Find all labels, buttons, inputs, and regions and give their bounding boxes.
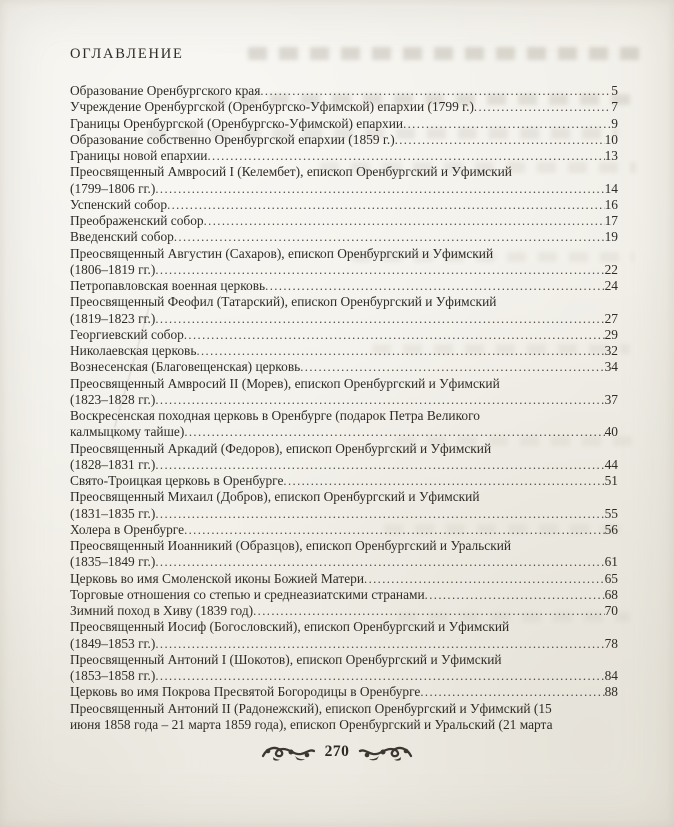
dot-leader [184, 424, 604, 440]
toc-page-number: 29 [604, 326, 618, 342]
toc-entry-title: Границы новой епархии [70, 148, 208, 163]
toc-page-number: 13 [604, 148, 618, 163]
toc-entry-title: (1831–1835 гг.) [70, 505, 156, 521]
toc-entry-line [70, 359, 618, 375]
toc-entry-line [70, 668, 618, 684]
toc-page-number: 7 [611, 99, 618, 115]
toc-entry-title: Холера в Оренбурге [70, 521, 185, 537]
toc-page-number: 44 [604, 456, 618, 472]
toc-entry-line: Преосвященный Антоний II (Радонежский), епископ Оренбургский и Уфимский (15 [70, 700, 552, 716]
toc-page-number: 70 [604, 603, 618, 618]
dot-leader [184, 327, 605, 343]
toc-entry-title: (1823–1828 гг.) [70, 391, 156, 407]
toc-entry-line [70, 587, 618, 603]
toc-entry [70, 359, 618, 375]
toc-entry-title: Церковь во имя Смоленской иконы Божией Матери [70, 570, 365, 586]
toc-entry-line [70, 148, 618, 164]
toc-entry-line [70, 684, 618, 700]
toc-entry-line [70, 181, 618, 197]
dot-leader [253, 603, 604, 619]
toc-entry [70, 116, 618, 132]
toc-page-number: 56 [604, 521, 618, 537]
dot-leader [184, 522, 605, 538]
toc-page-number: 65 [604, 570, 618, 586]
toc-entry-line [70, 262, 618, 278]
toc-entry-line [70, 99, 618, 115]
toc-page-number: 40 [604, 424, 618, 440]
toc-entry-title: (1819–1823 гг.) [70, 310, 156, 326]
toc-entry [70, 587, 618, 603]
dot-leader [420, 684, 604, 700]
toc-entry-line [70, 213, 618, 229]
toc-entry-line [70, 83, 618, 99]
dot-leader [260, 83, 611, 99]
toc-page-number: 5 [611, 83, 618, 98]
toc-entry [70, 701, 618, 734]
toc-page-number: 27 [604, 310, 618, 326]
toc-entry-line [70, 229, 618, 245]
floral-ornament-icon [261, 743, 317, 761]
dot-leader [155, 506, 604, 522]
page-content [70, 46, 618, 733]
toc-entry-line: Преосвященный Августин (Сахаров), епископ Оренбургский и Уфимский [70, 245, 494, 261]
page-footer [0, 743, 674, 761]
toc-entry-title: (1835–1849 гг.) [70, 554, 156, 570]
toc-entry-line [70, 603, 618, 619]
toc-entry-title: (1828–1831 гг.) [70, 456, 156, 472]
toc-entry-line [70, 473, 618, 489]
toc-entry-title: Успенский собор [70, 196, 168, 212]
dot-leader [395, 132, 605, 148]
toc-page-number: 9 [611, 115, 618, 131]
dot-leader [155, 457, 604, 473]
toc-entry-title: Георгиевский собор [70, 326, 184, 342]
toc-entry-line: Преосвященный Амвросий II (Морев), епископ Оренбургский и Уфимский [70, 375, 500, 391]
dot-leader [300, 359, 604, 375]
toc-entry-line [70, 197, 618, 213]
toc-entry-line [70, 327, 618, 343]
page-title: ОГЛАВЛЕНИЕ [70, 46, 184, 62]
toc-entry [70, 343, 618, 359]
toc-entry [70, 278, 618, 294]
dot-leader [474, 99, 611, 115]
dot-leader [425, 587, 605, 603]
toc-entry-line: Воскресенская походная церковь в Оренбурге (подарок Петра Великого [70, 408, 480, 423]
toc-entry [70, 619, 618, 652]
toc-entry-line: Преосвященный Иоанникий (Образцов), епископ Оренбургский и Уральский [70, 538, 512, 553]
toc-page-number: 19 [604, 229, 618, 245]
dot-leader [364, 571, 605, 587]
toc-entry-line: Преосвященный Амвросий I (Келембет), епископ Оренбургский и Уфимский [70, 164, 512, 180]
toc-entry-title: Образование собственно Оренбургской епархии (1859 г.) [70, 131, 395, 147]
toc-entry-title: Учреждение Оренбургской (Оренбургско-Уфимской) епархии (1799 г.) [70, 99, 474, 115]
toc-entry-title: Вознесенская (Благовещенская) церковь [70, 359, 301, 375]
toc-entry-line [70, 311, 618, 327]
toc-page-number: 24 [604, 278, 618, 293]
toc-entry-title: Преображенский собор [70, 213, 204, 228]
toc-page-number: 68 [604, 586, 618, 602]
toc-page-number: 14 [604, 180, 618, 196]
toc-page-number: 22 [604, 261, 618, 277]
dot-leader [155, 181, 604, 197]
toc-entry-line: Преосвященный Иосиф (Богословский), епископ Оренбургский и Уфимский [70, 619, 510, 635]
dot-leader [207, 148, 604, 164]
toc-entry [70, 99, 618, 115]
toc-entry [70, 148, 618, 164]
toc-entry [70, 229, 618, 245]
dot-leader [174, 229, 605, 245]
toc-entry-title: калмыцкому тайше) [70, 424, 185, 440]
folio-page-number: 270 [324, 743, 350, 760]
toc-page-number: 34 [604, 359, 618, 375]
toc-entry [70, 132, 618, 148]
toc-entry [70, 213, 618, 229]
toc-entry-title: Петропавловская военная церковь [70, 278, 266, 293]
toc-entry-title: (1799–1806 гг.) [70, 180, 156, 196]
toc-entry-title: (1849–1853 гг.) [70, 635, 156, 651]
toc-entry-title: Торговые отношения со степью и среднеазиатскими странами [70, 586, 425, 602]
dot-leader [403, 116, 611, 132]
toc-page-number: 78 [604, 635, 618, 651]
dot-leader [155, 636, 604, 652]
toc-entry [70, 571, 618, 587]
dot-leader [204, 213, 605, 229]
toc-page-number: 55 [604, 505, 618, 521]
toc-entry-title: Николаевская церковь [70, 343, 197, 358]
toc-page-number: 17 [604, 213, 618, 228]
toc-entry [70, 376, 618, 409]
toc-entry [70, 538, 618, 571]
toc-entry-line: Преосвященный Михаил (Добров), епископ Оренбургский и Уфимский [70, 489, 480, 505]
toc-entry-line [70, 424, 618, 440]
toc-entry-line [70, 116, 618, 132]
floral-ornament-icon [357, 743, 413, 761]
toc-entry-line [70, 392, 618, 408]
toc-entry [70, 603, 618, 619]
toc-entry-title: Введенский собор [70, 229, 174, 245]
dot-leader [155, 554, 604, 570]
toc-entry [70, 652, 618, 685]
toc-entry-title: (1853–1858 гг.) [70, 668, 156, 683]
dot-leader [265, 278, 604, 294]
toc-entry-line [70, 278, 618, 294]
toc-entry [70, 684, 618, 700]
toc-entry-line [70, 636, 618, 652]
toc-entry-line: Преосвященный Антоний I (Шокотов), епископ Оренбургский и Уфимский [70, 651, 502, 667]
toc-entry-line [70, 132, 618, 148]
toc-page-number: 61 [604, 554, 618, 570]
dot-leader [155, 311, 604, 327]
toc-entry-title: июня 1858 года – 21 марта 1859 года), епископ Оренбургский и Уральский (21 марта [70, 716, 553, 732]
toc-entry-line [70, 571, 618, 587]
dot-leader [155, 668, 604, 684]
toc-entry [70, 83, 618, 99]
toc-entry [70, 294, 618, 327]
toc-entry-line [70, 506, 618, 522]
toc-entry-line [70, 717, 618, 733]
toc-entry [70, 246, 618, 279]
toc-entry-line: Преосвященный Феофил (Татарский), епископ Оренбургский и Уфимский [70, 294, 497, 310]
toc-entry [70, 327, 618, 343]
toc-entry [70, 473, 618, 489]
toc-entry-line: Преосвященный Аркадий (Федоров), епископ Оренбургский и Уфимский [70, 440, 492, 456]
dot-leader [167, 197, 605, 213]
toc-entry [70, 522, 618, 538]
dot-leader [283, 473, 604, 489]
toc-entry-line [70, 343, 618, 359]
toc-entry-title: Границы Оренбургской (Оренбургско-Уфимской) епархии [70, 115, 404, 131]
toc-entry-line [70, 522, 618, 538]
toc-page-number: 37 [604, 391, 618, 407]
dot-leader [155, 262, 604, 278]
toc-entry-title: (1806–1819 гг.) [70, 261, 156, 277]
toc-entry-title: Образование Оренбургского края [70, 83, 261, 98]
toc-entry-line [70, 457, 618, 473]
toc-entry [70, 164, 618, 197]
toc-page-number: 16 [604, 196, 618, 212]
toc-entry [70, 489, 618, 522]
toc-page-number: 10 [604, 131, 618, 147]
dot-leader [155, 392, 604, 408]
dot-leader [196, 343, 604, 359]
toc-page-number: 88 [604, 684, 618, 700]
toc-entry-title: Свято-Троицкая церковь в Оренбурге [70, 473, 284, 488]
toc-entry [70, 441, 618, 474]
toc-entry-title: Церковь во имя Покрова Пресвятой Богородицы в Оренбурге [70, 684, 421, 700]
toc-entry [70, 197, 618, 213]
toc-entry-line [70, 554, 618, 570]
toc-entry-title: Зимний поход в Хиву (1839 год) [70, 603, 254, 618]
toc-page-number: 84 [604, 668, 618, 683]
toc-page-number: 51 [604, 473, 618, 488]
toc-list [70, 83, 618, 733]
toc-entry [70, 408, 618, 441]
toc-page-number: 32 [604, 343, 618, 358]
